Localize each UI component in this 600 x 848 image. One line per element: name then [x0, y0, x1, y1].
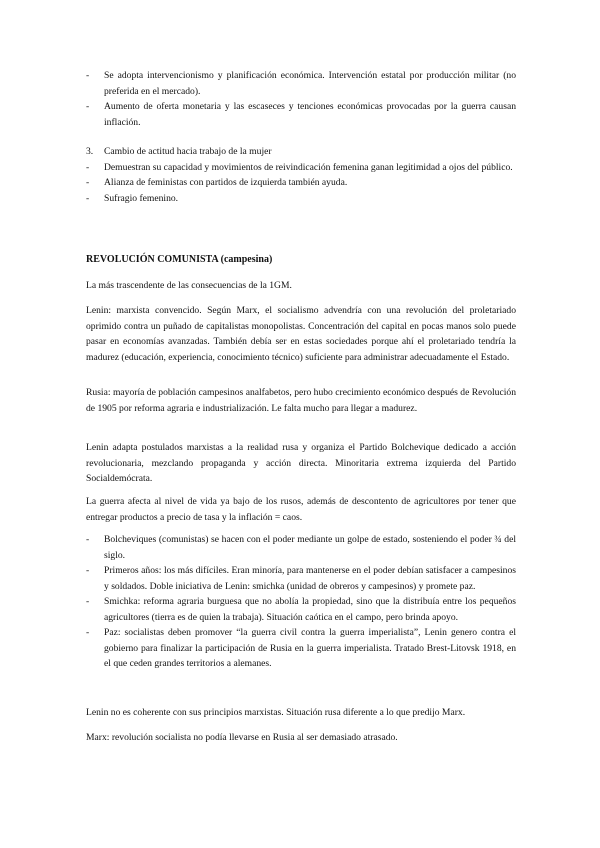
list-item: - Paz: socialistas deben promover “la guerra civil contra la guerra imperialista”, Lenin genero contra el gobierno para finalizar la participación de Rusia en la guerra imperialista. Tratado Brest-Litovsk 1918, en el que ceden grandes territorios a alemanes. — [86, 625, 516, 672]
paragraph: Lenin adapta postulados marxistas a la realidad rusa y organiza el Partido Bolchevique dedicado a acción revolucionaria, mezclando propaganda y acción directa. Minoritaria extrema izquierda del Partido Socialdemócrata. — [86, 442, 516, 484]
section-title — [86, 144, 516, 160]
list-item: - Alianza de feministas con partidos de izquierda también ayuda. — [86, 175, 516, 191]
list-bolsheviks — [86, 532, 516, 672]
section-number: 3. — [86, 146, 94, 157]
list-item: - Primeros años: los más difíciles. Eran minoría, para mantenerse en el poder debían satisfacer a campesinos y soldados. Doble iniciativa de Lenin: smichka (unidad de obreros y campesinos) y promete paz. — [86, 563, 516, 594]
list-item: - Se adopta intervencionismo y planificación económica. Intervención estatal por producción militar (no preferida en el mercado). — [86, 68, 516, 99]
section-title-text: Cambio de actitud hacia trabajo de la mujer — [104, 146, 272, 157]
list-item: - Sufragio femenino. — [86, 191, 516, 207]
paragraph: Marx: revolución socialista no podía llevarse en Rusia al ser demasiado atrasado. — [86, 732, 398, 743]
paragraph: Rusia: mayoría de población campesinos analfabetos, pero hubo crecimiento económico después de Revolución de 1905 por reforma agraria e industrialización. Le falta mucho para llegar a madurez. — [86, 387, 516, 414]
list-item: - Bolcheviques (comunistas) se hacen con el poder mediante un golpe de estado, sosteniendo el poder ¾ del siglo. — [86, 532, 516, 563]
list-item: - Aumento de oferta monetaria y las escaseces y tenciones económicas provocadas por la guerra causan inflación. — [86, 99, 516, 130]
paragraph: Lenin: marxista convencido. Según Marx, el socialismo advendría con una revolución del proletariado oprimido contra un puñado de capitalistas monopolistas. Concentración del capital en pocas manos solo puede pasar en economías avanzadas. También debía ser en estas sociedades porque ahí el proletariado tendría la madurez (educación, experiencia, conocimiento técnico) suficiente para administrar adecuadamente el Estado. — [86, 305, 516, 363]
list-economy — [86, 68, 516, 130]
paragraph: La guerra afecta al nivel de vida ya bajo de los rusos, además de descontento de agricultores por tener que entregar productos a precio de tasa y la inflación = caos. — [86, 496, 516, 523]
paragraph: La más trascendente de las consecuencias de la 1GM. — [86, 280, 292, 291]
section-women-work — [86, 144, 516, 206]
section-heading: REVOLUCIÓN COMUNISTA (campesina) — [86, 254, 273, 265]
paragraph: Lenin no es coherente con sus principios marxistas. Situación rusa diferente a lo que predijo Marx. — [86, 707, 466, 718]
list-item: - Smichka: reforma agraria burguesa que no abolía la propiedad, sino que la distribuía entre los pequeños agricultores (tierra es de quien la trabaja). Situación caótica en el campo, pero brinda apoyo. — [86, 594, 516, 625]
list-item: - Demuestran su capacidad y movimientos de reivindicación femenina ganan legitimidad a ojos del público. — [86, 160, 516, 176]
